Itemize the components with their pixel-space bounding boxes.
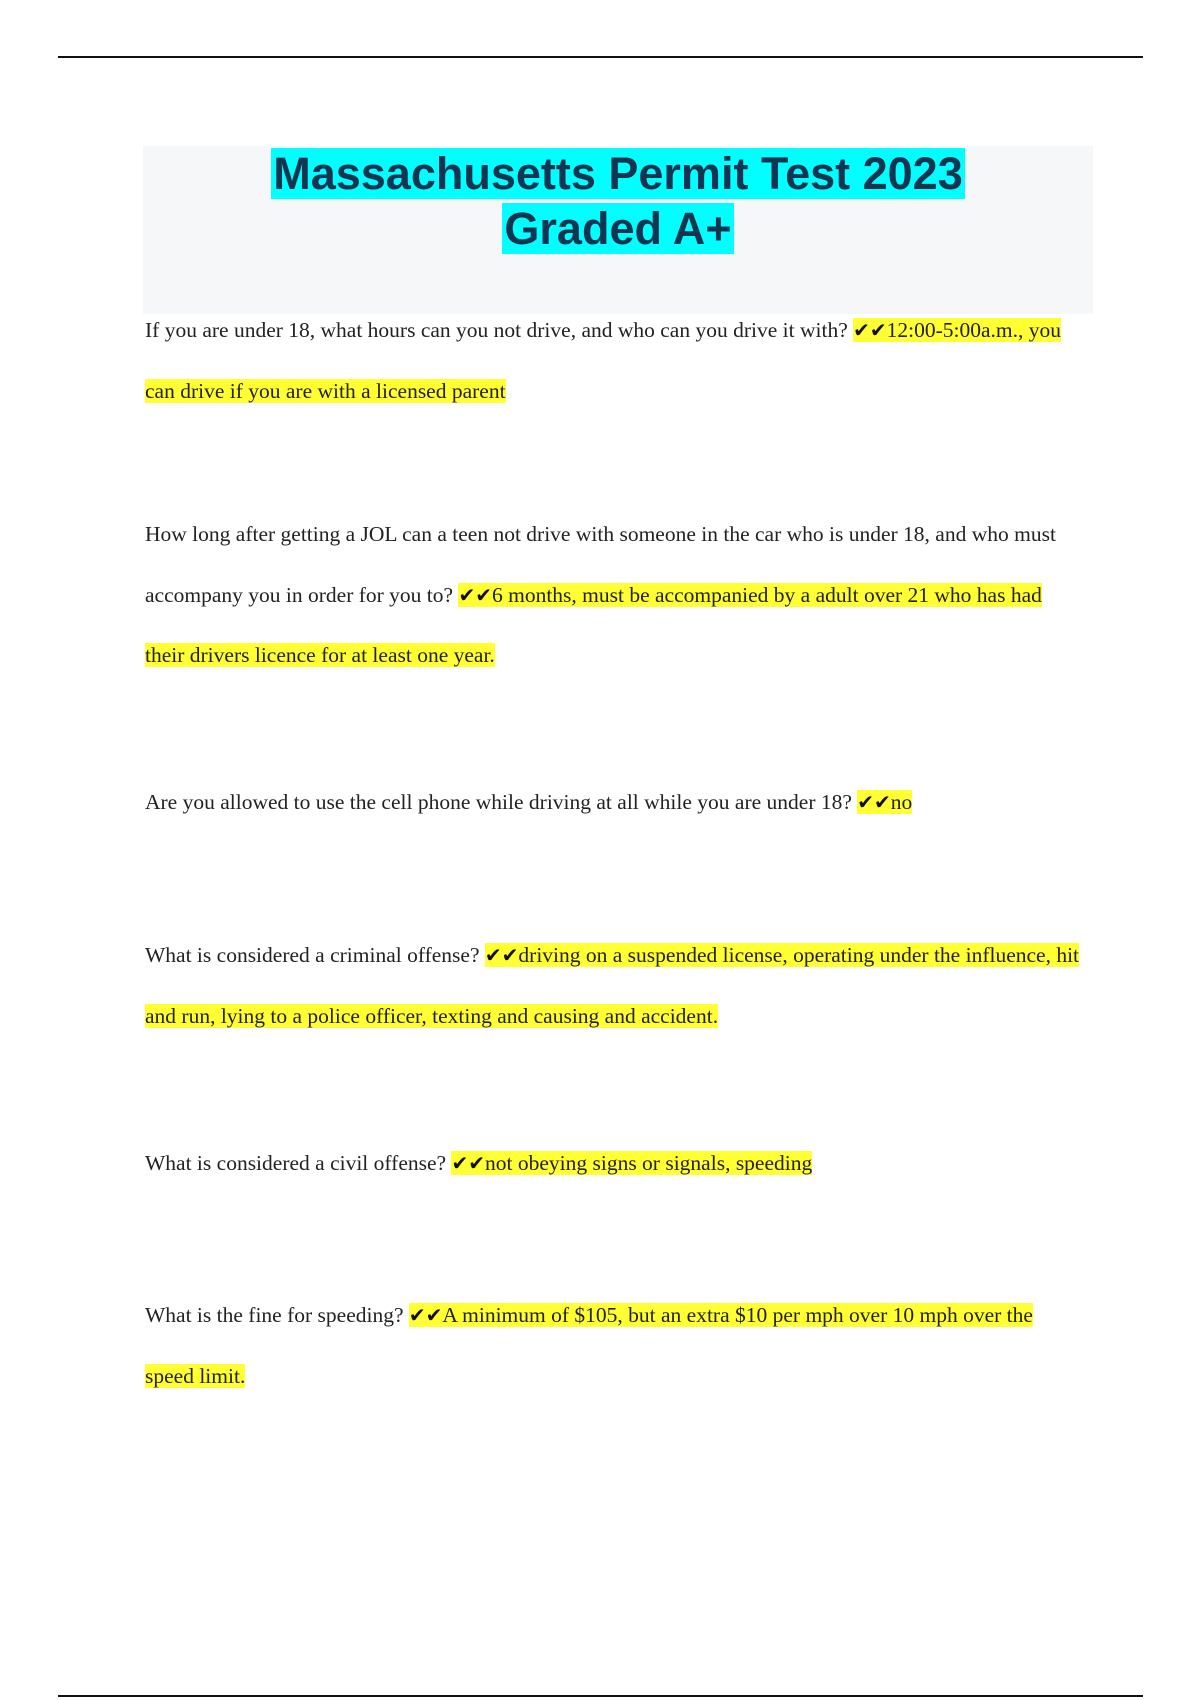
- question-text: What is the fine for speeding?: [145, 1303, 409, 1327]
- answer-text: A minimum of $105, but an extra $10 per mph over 10 mph over the speed limit.: [145, 1303, 1033, 1388]
- answer-highlight: [451, 1151, 812, 1175]
- top-divider: [58, 56, 1143, 58]
- question-text: How long after getting a JOL can a teen not drive with someone in the car who is under 18, and who must accompany you in order for you to?: [145, 522, 1056, 607]
- check-icon: ✔✔: [853, 318, 887, 342]
- check-icon: ✔✔: [451, 1151, 485, 1175]
- bottom-divider: [58, 1695, 1143, 1697]
- check-icon: ✔✔: [408, 1303, 443, 1327]
- answer-text: no: [890, 790, 913, 814]
- title-line-2: Graded A+: [504, 203, 732, 254]
- qa-item-5: [145, 1133, 1080, 1194]
- qa-item-6: [145, 1285, 1080, 1406]
- answer-text: driving on a suspended license, operating under the influence, hit and run, lying to a police officer, texting and causing and accident.: [145, 943, 1080, 1028]
- title-line-1: Massachusetts Permit Test 2023: [273, 148, 963, 199]
- qa-item-2: [145, 504, 1080, 686]
- answer-text: not obeying signs or signals, speeding: [484, 1151, 813, 1175]
- question-text: What is considered a criminal offense?: [145, 943, 485, 967]
- qa-item-4: [145, 925, 1080, 1046]
- answer-text: 6 months, must be accompanied by a adult over 21 who has had their drivers licence for at least one year.: [145, 582, 1042, 667]
- question-text: Are you allowed to use the cell phone while driving at all while you are under 18?: [145, 790, 858, 814]
- question-text: If you are under 18, what hours can you not drive, and who can you drive it with?: [145, 318, 854, 342]
- qa-item-3: [145, 772, 1080, 833]
- check-icon: ✔✔: [484, 943, 519, 967]
- check-icon: ✔✔: [458, 582, 492, 607]
- answer-highlight: [857, 790, 912, 814]
- title-block: [143, 146, 1093, 314]
- answer-text: 12:00-5:00a.m., you can drive if you are with a licensed parent: [145, 318, 1062, 403]
- question-text: What is considered a civil offense?: [145, 1151, 452, 1175]
- qa-item-1: [145, 300, 1080, 421]
- document-title: [143, 146, 1093, 256]
- check-icon: ✔✔: [857, 790, 891, 814]
